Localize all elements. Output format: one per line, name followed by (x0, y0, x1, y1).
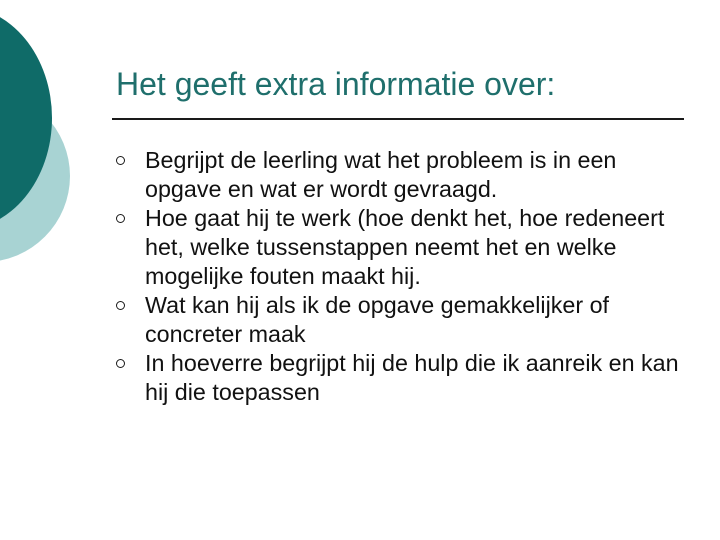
bullet-item (112, 349, 682, 407)
bullet-circle-icon (116, 214, 125, 223)
title-underline (112, 118, 684, 120)
bullet-item (112, 146, 682, 204)
bullet-list (112, 146, 682, 407)
bullet-text: Begrijpt de leerling wat het probleem is in een opgave en wat er wordt gevraagd. (145, 147, 617, 202)
bullet-item (112, 204, 682, 291)
bullet-circle-icon (116, 301, 125, 310)
bullet-text: Hoe gaat hij te werk (hoe denkt het, hoe redeneert het, welke tussenstappen neemt het en welke mogelijke fouten maakt hij. (145, 205, 665, 289)
decorative-circles (0, 0, 120, 300)
bullet-text: Wat kan hij als ik de opgave gemakkelijker of concreter maak (145, 292, 610, 347)
bullet-item (112, 291, 682, 349)
slide-title: Het geeft extra informatie over: (116, 66, 556, 102)
bullet-circle-icon (116, 156, 125, 165)
bullet-circle-icon (116, 359, 125, 368)
bullet-text: In hoeverre begrijpt hij de hulp die ik aanreik en kan hij die toepassen (145, 350, 679, 405)
